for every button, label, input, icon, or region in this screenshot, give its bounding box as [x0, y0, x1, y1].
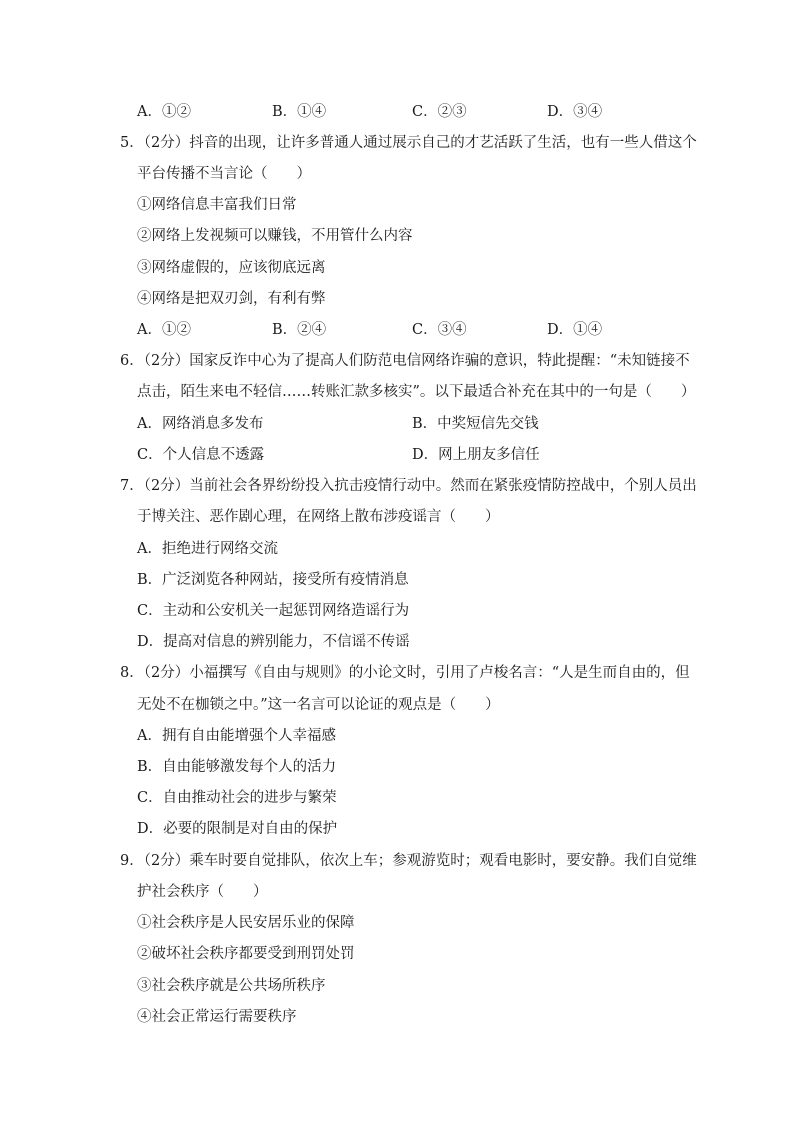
- q7-option-d[interactable]: D．提高对信息的辨别能力，不信谣不传谣: [137, 634, 410, 650]
- q6-stem-line2: 点击，陌生来电不轻信……转账汇款多核实”。以下最适合补充在其中的一句是（ ）: [137, 384, 696, 400]
- q8-option-a[interactable]: A．拥有自由能增强个人幸福感: [137, 728, 336, 744]
- q4-options: [0, 102, 794, 122]
- q5-stem-line2: 平台传播不当言论（ ）: [137, 166, 311, 182]
- q8-option-d[interactable]: D．必要的限制是对自由的保护: [137, 821, 338, 837]
- q4-option-d[interactable]: D．③④: [547, 104, 603, 120]
- q9-stem-line2: 护社会秩序（ ）: [137, 884, 268, 900]
- q8-option-b[interactable]: B．自由能够激发每个人的活力: [137, 759, 337, 775]
- q4-option-a[interactable]: A．①②: [137, 104, 191, 120]
- q8-stem-line2: 无处不在枷锁之中。”这一名言可以论证的观点是（ ）: [137, 697, 500, 713]
- q7-option-b[interactable]: B．广泛浏览各种网站，接受所有疫情消息: [137, 572, 409, 588]
- q8-stem-line1: 8．（2分）小福撰写《自由与规则》的小论文时，引用了卢梭名言：“人是生而自由的，但: [120, 665, 690, 681]
- q5-options: [0, 320, 794, 340]
- q5-option-b[interactable]: B．②④: [272, 322, 327, 338]
- q5-stem-line1: 5．（2分）抖音的出现，让许多普通人通过展示自己的才艺活跃了生活，也有一些人借这个: [120, 135, 697, 151]
- q6-option-d[interactable]: D．网上朋友多信任: [412, 447, 540, 463]
- q9-statement-1: ①社会秩序是人民安居乐业的保障: [137, 915, 355, 931]
- q5-statement-4: ④网络是把双刃剑，有利有弊: [137, 291, 326, 307]
- q5-option-c[interactable]: C．③④: [412, 322, 467, 338]
- q7-stem-line1: 7．（2分）当前社会各界纷纷投入抗击疫情行动中。然而在紧张疫情防控战中，个别人员出: [120, 478, 697, 494]
- q6-options-row1: [0, 414, 794, 434]
- q6-options-row2: [0, 445, 794, 465]
- q4-option-b[interactable]: B．①④: [272, 104, 327, 120]
- q6-stem-line1: 6．（2分）国家反诈中心为了提高人们防范电信网络诈骗的意识，特此提醒：“未知链接不: [120, 353, 690, 369]
- q6-option-a[interactable]: A．网络消息多发布: [137, 416, 264, 432]
- q5-option-a[interactable]: A．①②: [137, 322, 191, 338]
- q5-statement-1: ①网络信息丰富我们日常: [137, 197, 297, 213]
- q7-option-a[interactable]: A．拒绝进行网络交流: [137, 541, 278, 557]
- q7-stem-line2: 于博关注、恶作剧心理，在网络上散布涉疫谣言（ ）: [137, 509, 500, 525]
- q8-option-c[interactable]: C．自由推动社会的进步与繁荣: [137, 790, 337, 806]
- q9-statement-2: ②破坏社会秩序都要受到刑罚处罚: [137, 946, 355, 962]
- q5-statement-3: ③网络虚假的，应该彻底远离: [137, 260, 326, 276]
- q9-statement-3: ③社会秩序就是公共场所秩序: [137, 978, 326, 994]
- q7-option-c[interactable]: C．主动和公安机关一起惩罚网络造谣行为: [137, 603, 410, 619]
- q9-stem-line1: 9．（2分）乘车时要自觉排队，依次上车；参观游览时；观看电影时，要安静。我们自觉维: [120, 853, 697, 869]
- q6-option-b[interactable]: B．中奖短信先交钱: [412, 416, 539, 432]
- q6-option-c[interactable]: C．个人信息不透露: [137, 447, 265, 463]
- q9-statement-4: ④社会正常运行需要秩序: [137, 1009, 297, 1025]
- q5-statement-2: ②网络上发视频可以赚钱，不用管什么内容: [137, 228, 413, 244]
- q5-option-d[interactable]: D．①④: [547, 322, 603, 338]
- q4-option-c[interactable]: C．②③: [412, 104, 467, 120]
